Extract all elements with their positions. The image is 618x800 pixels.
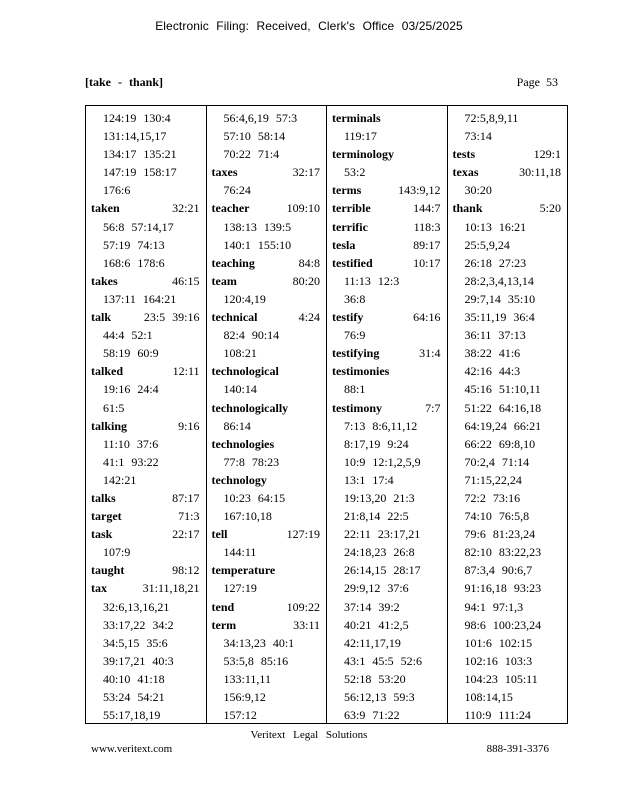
reference-line: 51:22 64:16,18 xyxy=(464,400,542,415)
reference-line: 70:2,4 71:14 xyxy=(464,454,530,469)
index-entry xyxy=(86,561,206,579)
entry-references: 23:5 39:16 xyxy=(143,310,200,325)
index-entry xyxy=(86,417,206,435)
reference-line: 76:9 xyxy=(344,328,366,343)
reference-line: 30:20 xyxy=(464,183,492,198)
entry-references: 33:11 xyxy=(293,617,320,632)
index-column xyxy=(327,106,448,723)
entry-references: 98:12 xyxy=(172,563,200,578)
reference-line: 35:11,19 36:4 xyxy=(464,310,535,325)
reference-line: 10:13 16:21 xyxy=(464,219,527,234)
reference-line: 56:12,13 59:3 xyxy=(344,690,415,704)
reference-line: 42:11,17,19 xyxy=(344,635,401,650)
entry-term: testified xyxy=(332,255,373,270)
reference-line: 43:1 45:5 52:6 xyxy=(344,653,423,668)
reference-line: 57:19 74:13 xyxy=(103,237,165,252)
reference-line: 140:1 155:10 xyxy=(223,237,292,252)
entry-term: talks xyxy=(91,490,116,505)
entry-references: 80:20 xyxy=(292,273,320,288)
reference-line: 45:16 51:10,11 xyxy=(464,382,541,397)
entry-term: tell xyxy=(211,527,228,542)
index-entry xyxy=(327,109,447,127)
reference-line: 82:10 83:22,23 xyxy=(464,545,542,560)
reference-line: 87:3,4 90:6,7 xyxy=(464,563,533,578)
entry-term: testimony xyxy=(332,400,382,415)
entry-term: technologically xyxy=(211,400,289,415)
index-column xyxy=(207,106,328,723)
index-entry xyxy=(327,199,447,217)
index-entry xyxy=(86,308,206,326)
index-entry xyxy=(86,272,206,290)
index-entry xyxy=(86,579,206,597)
index-entry xyxy=(448,145,568,163)
index-entry xyxy=(207,254,327,272)
reference-line: 157:12 xyxy=(223,708,257,723)
entry-references: 64:16 xyxy=(413,310,441,325)
entry-term: talking xyxy=(91,418,128,433)
index-entry xyxy=(86,489,206,507)
index-entry xyxy=(327,344,447,362)
reference-line: 94:1 97:1,3 xyxy=(464,599,524,614)
entry-references: 129:1 xyxy=(533,147,561,162)
reference-line: 64:19,24 66:21 xyxy=(464,418,542,433)
reference-line: 44:4 52:1 xyxy=(103,328,153,343)
entry-term: target xyxy=(91,509,122,524)
reference-line: 36:8 xyxy=(344,291,366,306)
entry-term: temperature xyxy=(211,563,276,578)
reference-line: 57:10 58:14 xyxy=(223,129,286,144)
entry-references: 9:16 xyxy=(178,418,200,433)
index-entry xyxy=(327,362,447,380)
entry-term: tax xyxy=(91,581,107,596)
footer-company: Veritext Legal Solutions xyxy=(250,729,368,741)
entry-references: 109:10 xyxy=(286,201,320,216)
reference-line: 102:16 103:3 xyxy=(464,653,533,668)
entry-term: technologies xyxy=(211,436,275,451)
reference-line: 79:6 81:23,24 xyxy=(464,527,536,542)
entry-references: 87:17 xyxy=(172,490,200,505)
reference-line: 36:11 37:13 xyxy=(464,328,526,343)
reference-line: 101:6 102:15 xyxy=(464,635,533,650)
reference-line: 39:17,21 40:3 xyxy=(103,653,174,668)
reference-line: 98:6 100:23,24 xyxy=(464,617,542,632)
entry-term: taught xyxy=(91,563,125,578)
entry-term: thank xyxy=(452,201,483,216)
index-entry xyxy=(327,308,447,326)
reference-line: 29:7,14 35:10 xyxy=(464,291,536,306)
reference-line: 55:17,18,19 xyxy=(103,708,161,723)
entry-term: testimonies xyxy=(332,364,390,379)
reference-line: 58:19 60:9 xyxy=(103,346,159,361)
reference-line: 70:22 71:4 xyxy=(223,147,280,162)
entry-term: technological xyxy=(211,364,279,379)
reference-line: 77:8 78:23 xyxy=(223,454,280,469)
reference-line: 137:11 164:21 xyxy=(103,291,177,306)
index-entry xyxy=(327,254,447,272)
entry-references: 144:7 xyxy=(413,201,441,216)
footer-website: www.veritext.com xyxy=(91,743,173,755)
reference-line: 10:23 64:15 xyxy=(223,490,286,505)
reference-line: 7:13 8:6,11,12 xyxy=(344,418,418,433)
reference-line: 144:11 xyxy=(223,545,257,560)
entry-term: talk xyxy=(91,310,112,325)
entry-term: takes xyxy=(91,273,118,288)
reference-line: 168:6 178:6 xyxy=(103,255,165,270)
index-entry xyxy=(207,525,327,543)
reference-line: 76:24 xyxy=(223,183,251,198)
entry-term: taxes xyxy=(211,165,238,180)
reference-line: 66:22 69:8,10 xyxy=(464,436,536,451)
entry-references: 5:20 xyxy=(539,201,561,216)
reference-line: 72:5,8,9,11 xyxy=(464,111,519,125)
reference-line: 26:18 27:23 xyxy=(464,255,527,270)
reference-line: 86:14 xyxy=(223,418,251,433)
entry-term: terrific xyxy=(332,219,368,234)
index-entry xyxy=(207,199,327,217)
reference-line: 19:16 24:4 xyxy=(103,382,159,397)
index-column xyxy=(448,106,568,723)
reference-line: 108:14,15 xyxy=(464,690,513,704)
reference-line: 32:6,13,16,21 xyxy=(103,599,170,614)
index-entry xyxy=(327,181,447,199)
reference-line: 11:10 37:6 xyxy=(103,436,159,451)
index-entry xyxy=(207,561,327,579)
reference-line: 138:13 139:5 xyxy=(223,219,292,234)
reference-line: 119:17 xyxy=(344,129,377,144)
reference-line: 19:13,20 21:3 xyxy=(344,490,415,505)
reference-line: 42:16 44:3 xyxy=(464,364,521,379)
reference-line: 8:17,19 9:24 xyxy=(344,436,409,451)
reference-line: 140:14 xyxy=(223,382,257,397)
reference-line: 176:6 xyxy=(103,183,131,198)
reference-line: 147:19 158:17 xyxy=(103,165,177,180)
reference-line: 52:18 53:20 xyxy=(344,671,406,686)
index-entry xyxy=(86,525,206,543)
entry-references: 118:3 xyxy=(413,219,441,234)
entry-references: 84:8 xyxy=(298,255,320,270)
reference-line: 71:15,22,24 xyxy=(464,472,522,487)
reference-line: 124:19 130:4 xyxy=(103,111,171,125)
reference-line: 24:18,23 26:8 xyxy=(344,545,415,560)
reference-line: 108:21 xyxy=(223,346,257,361)
reference-line: 29:9,12 37:6 xyxy=(344,581,409,596)
page-number: Page 53 xyxy=(516,75,558,89)
index-entry xyxy=(448,199,568,217)
entry-term: terminology xyxy=(332,147,394,162)
index-entry xyxy=(207,616,327,634)
entry-references: 31:11,18,21 xyxy=(142,581,200,596)
index-entry xyxy=(327,236,447,254)
reference-line: 56:8 57:14,17 xyxy=(103,219,174,234)
entry-term: technical xyxy=(211,310,258,325)
reference-line: 40:21 41:2,5 xyxy=(344,617,409,632)
entry-references: 22:17 xyxy=(172,527,200,542)
reference-line: 63:9 71:22 xyxy=(344,708,400,723)
index-entry xyxy=(86,507,206,525)
reference-line: 13:1 17:4 xyxy=(344,472,394,487)
entry-term: terminals xyxy=(332,111,381,125)
reference-line: 74:10 76:5,8 xyxy=(464,509,530,524)
index-column xyxy=(86,106,207,723)
entry-references: 31:4 xyxy=(419,346,441,361)
entry-term: team xyxy=(211,273,237,288)
entry-term: taken xyxy=(91,201,120,216)
entry-references: 89:17 xyxy=(413,237,441,252)
reference-line: 25:5,9,24 xyxy=(464,237,510,252)
entry-term: talked xyxy=(91,364,124,379)
reference-line: 110:9 111:24 xyxy=(464,708,531,723)
entry-term: technology xyxy=(211,472,267,487)
reference-line: 142:21 xyxy=(103,472,137,487)
index-entry xyxy=(207,272,327,290)
index-entry xyxy=(207,399,327,417)
entry-references: 143:9,12 xyxy=(398,183,441,198)
index-entry xyxy=(448,163,568,181)
index-entry xyxy=(86,362,206,380)
entry-references: 7:7 xyxy=(425,400,441,415)
reference-line: 33:17,22 34:2 xyxy=(103,617,174,632)
index-entry xyxy=(207,362,327,380)
efiling-stamp: Electronic Filing: Received, Clerk's Office 03/25/2025 xyxy=(155,19,463,33)
reference-line: 107:9 xyxy=(103,545,131,560)
reference-line: 156:9,12 xyxy=(223,690,266,704)
entry-references: 10:17 xyxy=(413,255,441,270)
entry-references: 32:17 xyxy=(292,165,320,180)
reference-line: 28:2,3,4,13,14 xyxy=(464,273,534,288)
index-entry xyxy=(327,145,447,163)
entry-references: 109:22 xyxy=(286,599,320,614)
index-entry xyxy=(327,399,447,417)
entry-references: 71:3 xyxy=(178,509,200,524)
reference-line: 167:10,18 xyxy=(223,509,272,524)
reference-line: 72:2 73:16 xyxy=(464,490,521,505)
entry-term: task xyxy=(91,527,113,542)
reference-line: 53:24 54:21 xyxy=(103,690,165,704)
reference-line: 134:17 135:21 xyxy=(103,147,177,162)
reference-line: 40:10 41:18 xyxy=(103,671,165,686)
entry-term: testifying xyxy=(332,346,380,361)
reference-line: 104:23 105:11 xyxy=(464,671,538,686)
entry-term: term xyxy=(211,617,237,632)
reference-line: 37:14 39:2 xyxy=(344,599,400,614)
entry-references: 30:11,18 xyxy=(519,165,561,180)
entry-term: tend xyxy=(211,599,235,614)
reference-line: 41:1 93:22 xyxy=(103,454,159,469)
index-entry xyxy=(207,598,327,616)
reference-line: 61:5 xyxy=(103,400,125,415)
entry-term: teaching xyxy=(211,255,255,270)
index-entry xyxy=(207,308,327,326)
entry-references: 127:19 xyxy=(286,527,320,542)
word-index-grid xyxy=(85,105,568,724)
reference-line: 131:14,15,17 xyxy=(103,129,167,144)
reference-line: 56:4,6,19 57:3 xyxy=(223,111,298,125)
entry-references: 12:11 xyxy=(172,364,200,379)
reference-line: 21:8,14 22:5 xyxy=(344,509,409,524)
reference-line: 34:5,15 35:6 xyxy=(103,635,168,650)
entry-references: 32:21 xyxy=(172,201,200,216)
index-entry xyxy=(207,435,327,453)
reference-line: 38:22 41:6 xyxy=(464,346,521,361)
reference-line: 10:9 12:1,2,5,9 xyxy=(344,454,421,469)
entry-term: testify xyxy=(332,310,364,325)
reference-line: 120:4,19 xyxy=(223,291,266,306)
index-entry xyxy=(207,163,327,181)
reference-line: 73:14 xyxy=(464,129,492,144)
entry-term: terrible xyxy=(332,201,371,216)
reference-line: 53:5,8 85:16 xyxy=(223,653,289,668)
reference-line: 133:11,11 xyxy=(223,671,271,686)
entry-term: teacher xyxy=(211,201,250,216)
entry-term: tesla xyxy=(332,237,356,252)
reference-line: 22:11 23:17,21 xyxy=(344,527,421,542)
entry-term: terms xyxy=(332,183,362,198)
reference-line: 91:16,18 93:23 xyxy=(464,581,542,596)
index-entry xyxy=(207,471,327,489)
entry-references: 46:15 xyxy=(172,273,200,288)
index-entry xyxy=(327,218,447,236)
reference-line: 127:19 xyxy=(223,581,257,596)
reference-line: 82:4 90:14 xyxy=(223,328,280,343)
entry-references: 4:24 xyxy=(298,310,320,325)
entry-term: tests xyxy=(452,147,476,162)
reference-line: 88:1 xyxy=(344,382,366,397)
footer-phone: 888-391-3376 xyxy=(486,743,549,755)
reference-line: 26:14,15 28:17 xyxy=(344,563,421,578)
reference-line: 34:13,23 40:1 xyxy=(223,635,295,650)
index-entry xyxy=(86,199,206,217)
entry-term: texas xyxy=(452,165,479,180)
index-range: [take - thank] xyxy=(85,75,164,89)
reference-line: 11:13 12:3 xyxy=(344,273,400,288)
reference-line: 53:2 xyxy=(344,165,366,180)
